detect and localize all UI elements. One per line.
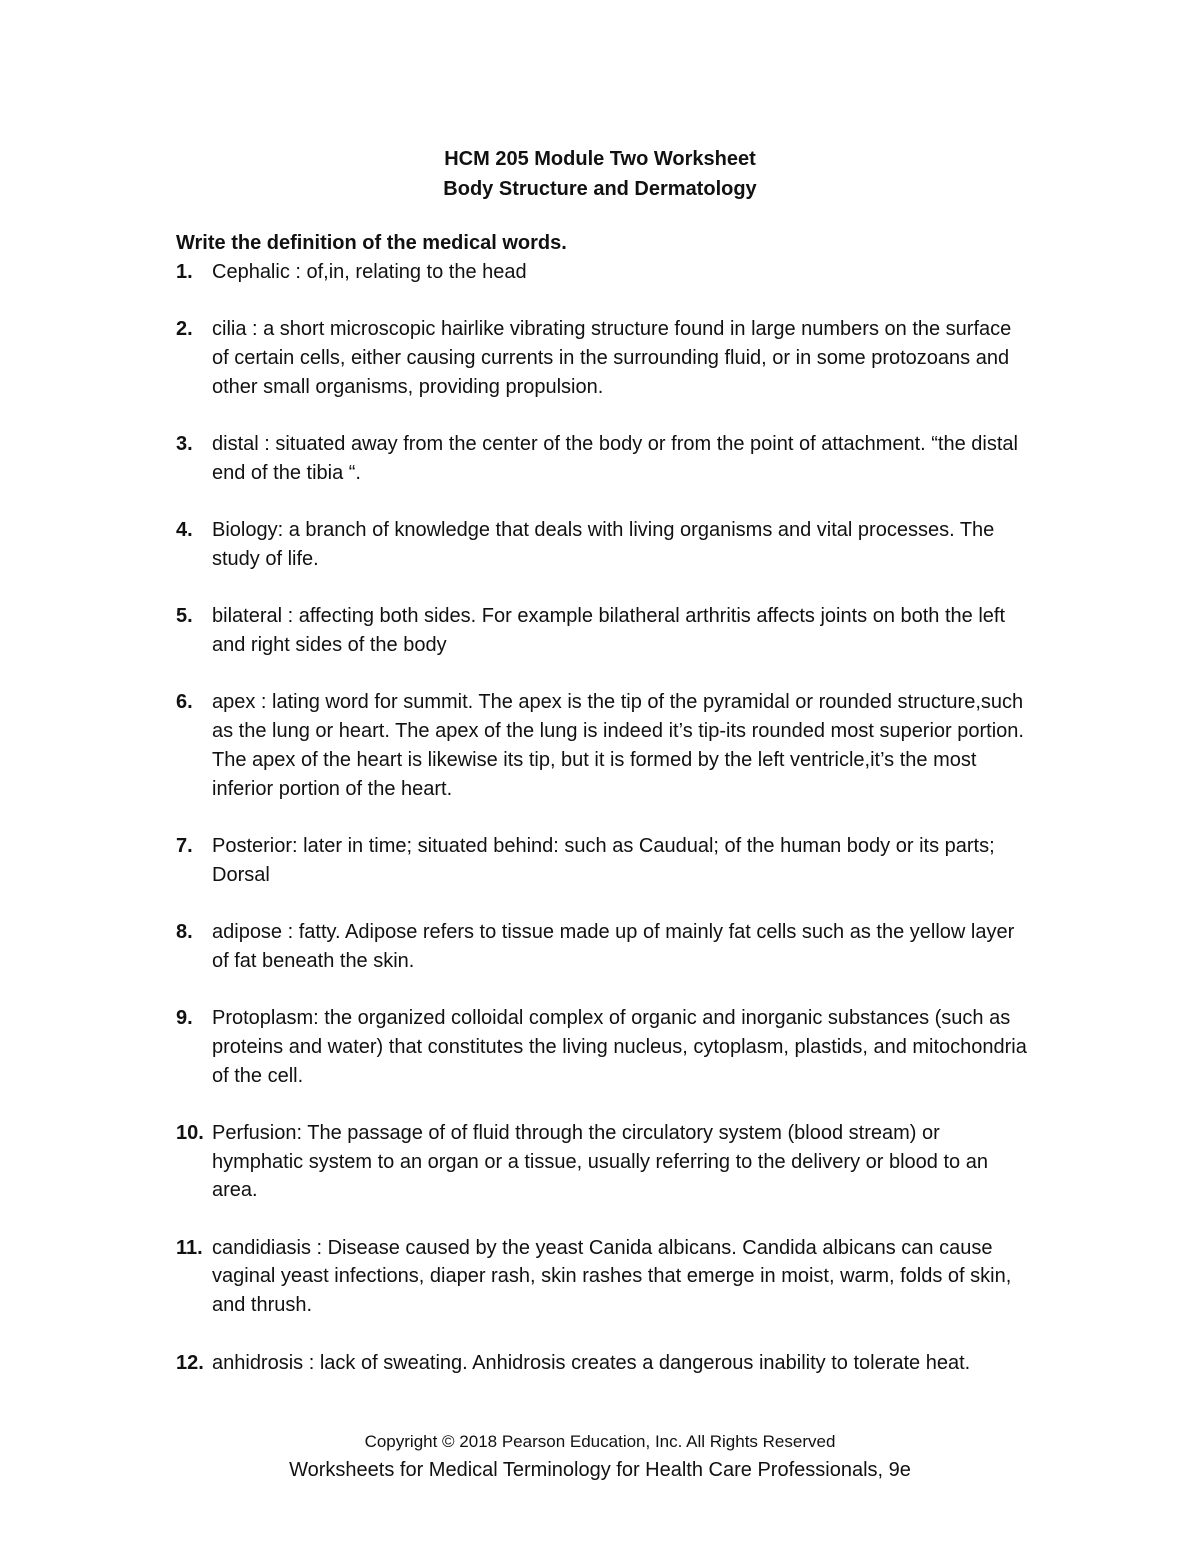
item-number: 6. [176,691,193,714]
item-definition: distal : situated away from the center of the body or from the point of attachment. “the distal end of the tibia “. [212,433,1018,484]
list-item [176,1004,1036,1090]
list-item [176,516,1036,573]
item-number: 1. [176,261,193,283]
item-definition: Posterior: later in time; situated behind: such as Caudual; of the human body or its parts; Dorsal [212,834,995,886]
page-subtitle: Body Structure and Dermatology [443,178,757,200]
definitions-list [176,258,1036,1406]
item-definition: anhidrosis : lack of sweating. Anhidrosis creates a dangerous inability to tolerate heat. [212,1351,971,1374]
book-title: Worksheets for Medical Terminology for Health Care Professionals, 9e [289,1459,911,1481]
item-number: 3. [176,433,193,456]
list-item [176,1349,1036,1378]
list-item [176,832,1036,889]
item-number: 5. [176,605,193,628]
page-title: HCM 205 Module Two Worksheet [444,148,756,170]
item-number: 2. [176,318,193,341]
item-number: 11. [176,1236,203,1259]
item-definition: Cephalic : of,in, relating to the head [212,261,527,283]
item-number: 8. [176,921,193,944]
list-item [176,688,1036,803]
item-definition: bilateral : affecting both sides. For example bilatheral arthritis affects joints on both the left and right sides of the body [212,605,1006,657]
item-number: 4. [176,519,193,542]
item-number: 9. [176,1007,193,1030]
page-footer [0,1429,1200,1485]
item-number: 7. [176,834,193,857]
list-item [176,602,1036,659]
item-number: 10. [176,1121,204,1144]
item-definition: Protoplasm: the organized colloidal complex of organic and inorganic substances (such as proteins and water) that constitutes the living nucleus, cytoplasm, plastids, and mitochondria of the cell. [212,1007,1027,1087]
list-item [176,258,1036,287]
list-item [176,918,1036,975]
copyright-notice: Copyright © 2018 Pearson Education, Inc. All Rights Reserved [364,1432,836,1451]
title-block [0,144,1200,204]
list-item [176,1234,1036,1320]
item-definition: Perfusion: The passage of of fluid through the circulatory system (blood stream) or hymphatic system to an organ or a tissue, usually referring to the delivery or blood to an area. [212,1121,988,1202]
list-item [176,1119,1036,1205]
list-item [176,430,1036,487]
item-definition: Biology: a branch of knowledge that deals with living organisms and vital processes. The study of life. [212,519,995,570]
item-definition: candidiasis : Disease caused by the yeast Canida albicans. Candida albicans can cause vaginal yeast infections, diaper rash, skin rashes that emerge in moist, warm, folds of skin, and thrush. [212,1236,1012,1317]
item-definition: apex : lating word for summit. The apex is the tip of the pyramidal or rounded structure,such as the lung or heart. The apex of the lung is indeed it’s tip-its rounded most superior portion. The apex of the heart is likewise its tip, but it is formed by the left ventricle,it’s the most inferior portion of the heart. [212,691,1024,800]
item-number: 12. [176,1351,204,1374]
list-item [176,315,1036,401]
item-definition: cilia : a short microscopic hairlike vibrating structure found in large numbers on the surface of certain cells, either causing currents in the surrounding fluid, or in some protozoans and other small organisms, providing propulsion. [212,318,1012,398]
instructions-heading: Write the definition of the medical words. [176,232,567,254]
item-definition: adipose : fatty. Adipose refers to tissue made up of mainly fat cells such as the yellow layer of fat beneath the skin. [212,921,1015,972]
